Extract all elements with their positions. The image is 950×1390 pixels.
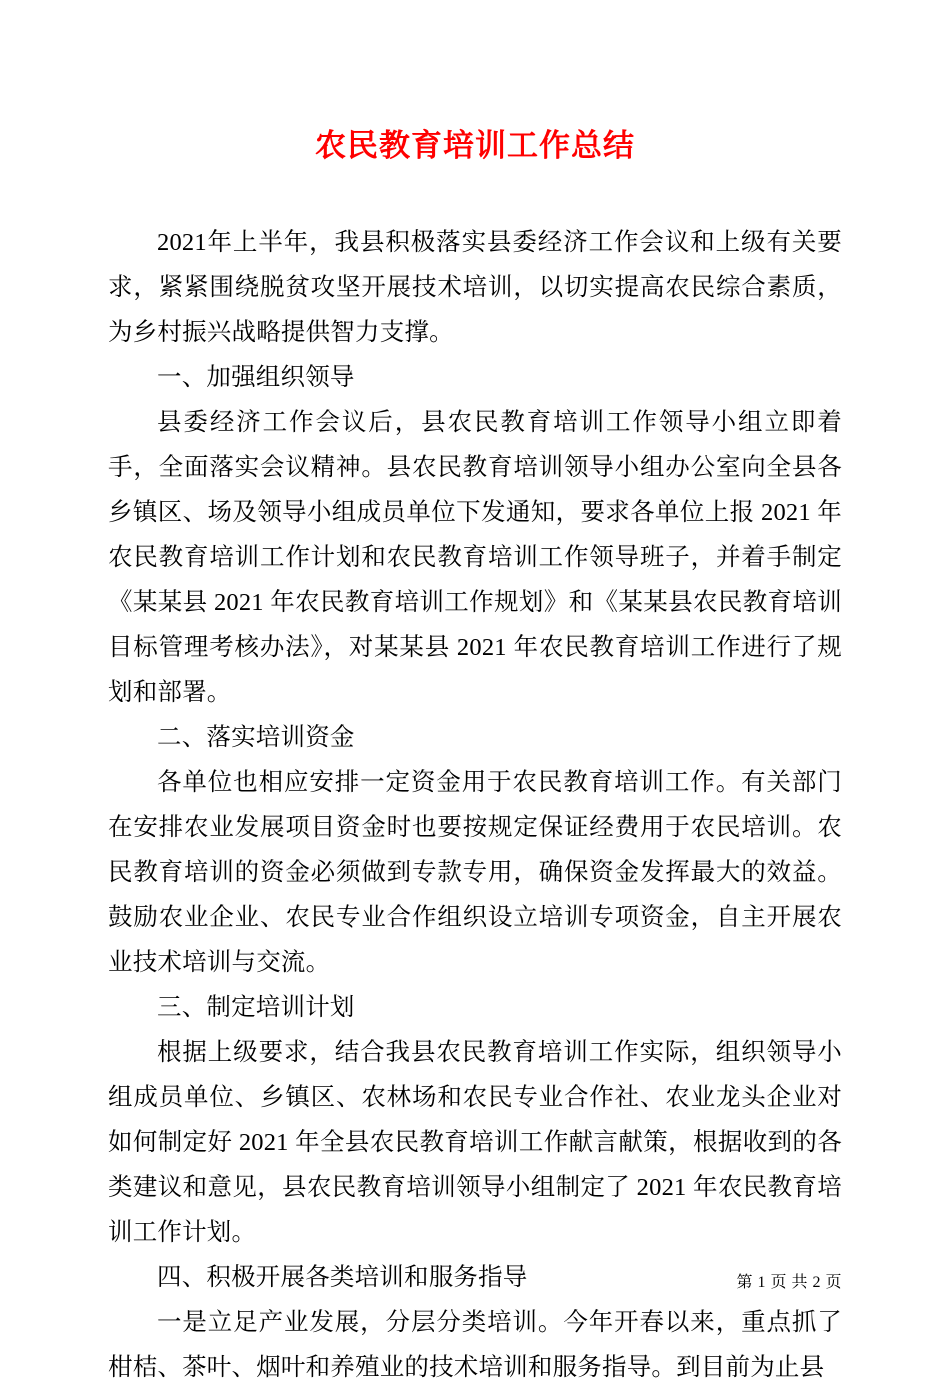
paragraph: 根据上级要求，结合我县农民教育培训工作实际，组织领导小组成员单位、乡镇区、农林场和农民专业合作社、农业龙头企业对如何制定好 2021 年全县农民教育培训工作献言献策，根据收到的各类建议和意见，县农民教育培训领导小组制定了 2021 年农民教育培训工作计划。 bbox=[108, 1039, 842, 1247]
section-heading-4: 四、积极开展各类培训和服务指导 bbox=[157, 1264, 528, 1292]
paragraph: 2021年上半年，我县积极落实县委经济工作会议和上级有关要求，紧紧围绕脱贫攻坚开展技术培训，以切实提高农民综合素质，为乡村振兴战略提供智力支撑。 bbox=[108, 229, 842, 347]
section-heading-1: 一、加强组织领导 bbox=[157, 364, 355, 392]
section-heading-3: 三、制定培训计划 bbox=[157, 994, 355, 1022]
paragraph: 县委经济工作会议后，县农民教育培训工作领导小组立即着手，全面落实会议精神。县农民教育培训领导小组办公室向全县各乡镇区、场及领导小组成员单位下发通知，要求各单位上报 2021 年农民教育培训工作计划和农民教育培训工作领导班子，并着手制定《某某县 2021 年农民教育培训工作规划》和《某某县农民教育培训目标管理考核办法》，对某某县 2021 年农民教育培训工作进行了规划和部署。 bbox=[108, 409, 842, 707]
section-heading-2: 二、落实培训资金 bbox=[157, 724, 355, 752]
page-title: 农民教育培训工作总结 bbox=[315, 128, 635, 163]
paragraph: 一是立足产业发展，分层分类培训。今年开春以来，重点抓了柑桔、茶叶、烟叶和养殖业的技术培训和服务指导。到目前为止县 bbox=[108, 1309, 842, 1382]
page-number-footer: 第 1 页 共 2 页 bbox=[736, 1274, 842, 1291]
document-body bbox=[108, 220, 842, 1390]
paragraph: 各单位也相应安排一定资金用于农民教育培训工作。有关部门在安排农业发展项目资金时也要按规定保证经费用于农民培训。农民教育培训的资金必须做到专款专用，确保资金发挥最大的效益。鼓励农业企业、农民专业合作组织设立培训专项资金，自主开展农业技术培训与交流。 bbox=[108, 769, 842, 977]
